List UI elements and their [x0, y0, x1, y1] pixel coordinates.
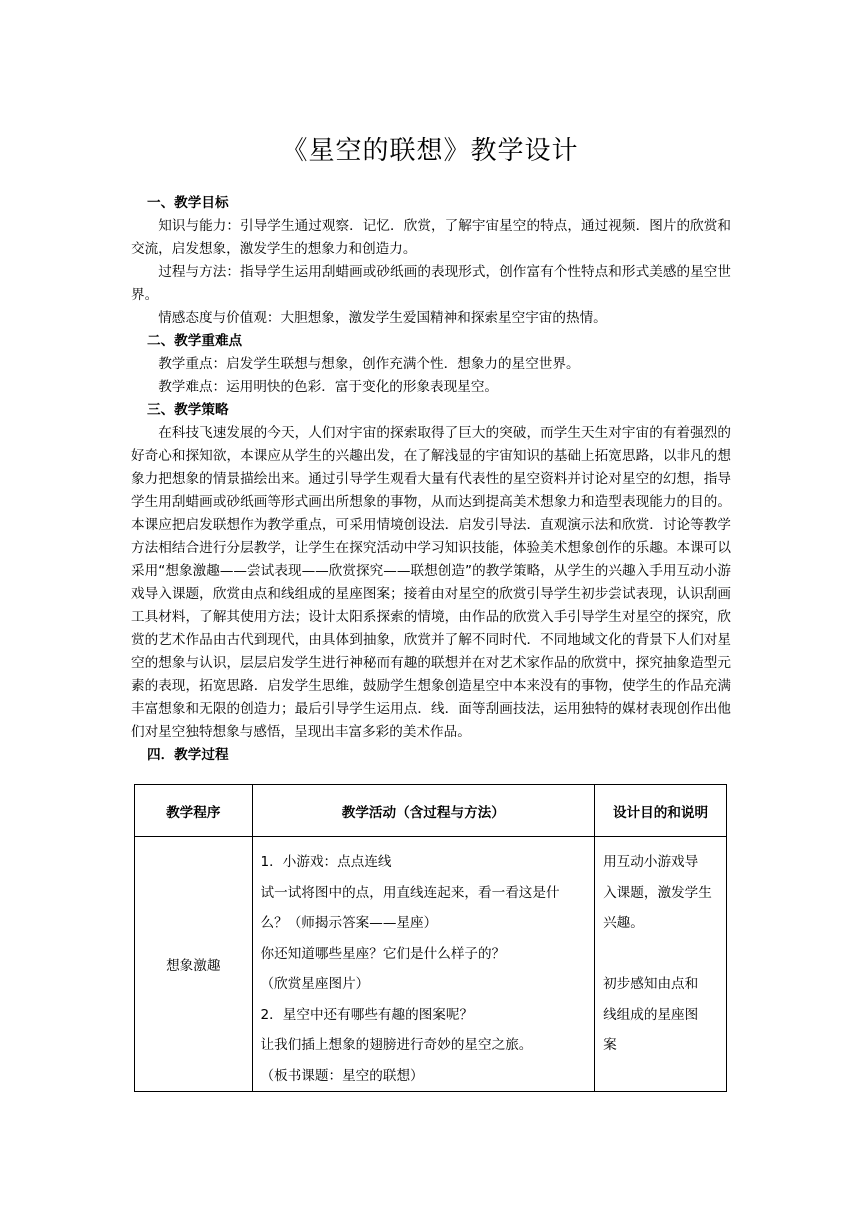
stage-cell: 想象激趣	[135, 837, 253, 1092]
paragraph: 教学重点：启发学生联想与想象，创作充满个性．想象力的星空世界。	[158, 356, 580, 372]
note-line: 线组成的星座图	[603, 1006, 699, 1023]
activity-line: 1．小游戏：点点连线	[260, 854, 392, 870]
activity-line: （板书课题：星空的联想）	[260, 1067, 424, 1084]
paragraph: 情感态度与价值观：大胆想象，激发学生爱国精神和探索星空宇宙的热情。	[158, 310, 607, 326]
activity-line: （欣赏星座图片）	[260, 976, 370, 992]
teaching-process-table	[134, 784, 727, 1092]
activity-line: 试一试将图中的点，用直线连起来，看一看这是什	[260, 884, 560, 901]
section-heading: 一、教学目标	[147, 195, 229, 211]
activity-line: 让我们插上想象的翅膀进行奇妙的星空之旅。	[260, 1037, 533, 1053]
table-header-row	[135, 785, 727, 837]
table-row	[135, 837, 727, 1092]
note-spacer	[603, 939, 720, 970]
note-line: 入课题，激发学生	[603, 884, 712, 901]
note-line: 案	[603, 1037, 617, 1053]
notes-cell	[595, 837, 727, 1092]
note-line: 用互动小游戏导	[603, 854, 699, 870]
section-heading: 四．教学过程	[147, 747, 229, 763]
table-header-cell: 教学活动（含过程与方法）	[252, 785, 595, 837]
note-line: 初步感知由点和	[603, 976, 699, 992]
section-heading: 二、教学重难点	[147, 333, 243, 349]
section-objectives	[131, 192, 731, 767]
table-header-cell: 教学程序	[135, 785, 253, 837]
document-title: 《星空的联想》教学设计	[281, 136, 579, 166]
paragraph: 在科技飞速发展的今天，人们对宇宙的探索取得了巨大的突破，而学生天生对宇宙的有着强烈的好奇心和探知欲，本课应从学生的兴趣出发，在了解浅显的宇宙知识的基础上拓宽思路，以非凡的想象力把想象的情景描绘出来。通过引导学生观看大量有代表性的星空资料并讨论对星空的幻想，指导学生用刮蜡画或砂纸画等形式画出所想象的事物，从而达到提高美术想象力和造型表现能力的目的。本课应把启发联想作为教学重点，可采用情境创设法．启发引导法．直观演示法和欣赏．讨论等教学方法相结合进行分层教学，让学生在探究活动中学习知识技能，体验美术想象创作的乐趣。本课可以采用“想象激趣——尝试表现——欣赏探究——联想创造”的教学策略，从学生的兴趣入手用互动小游戏导入课题，欣赏由点和线组成的星座图案；接着由对星空的欣赏引导学生初步尝试表现，认识刮画工具材料，了解其使用方法；设计太阳系探索的情境，由作品的欣赏入手引导学生对星空的探究，欣赏的艺术作品由古代到现代，由具体到抽象，欣赏并了解不同时代．不同地域文化的背景下人们对星空的想象与认识，层层启发学生进行神秘而有趣的联想并在对艺术家作品的欣赏中，探究抽象造型元素的表现，拓宽思路．启发学生思维，鼓励学生想象创造星空中本来没有的事物，使学生的作品充满丰富想象和无限的创造力；最后引导学生运用点．线．面等刮画技法，运用独特的媒材表现创作出他们对星空独特想象与感悟，呈现出丰富多彩的美术作品。	[131, 425, 731, 740]
section-heading: 三、教学策略	[147, 402, 229, 418]
paragraph: 过程与方法：指导学生运用刮蜡画或砂纸画的表现形式，创作富有个性特点和形式美感的星空世界。	[131, 264, 731, 303]
activity-line: 2．星空中还有哪些有趣的图案呢？	[260, 1006, 474, 1023]
activity-line: 你还知道哪些星座？它们是什么样子的？	[260, 945, 506, 962]
activity-line: 么？（师揭示答案——星座）	[260, 915, 438, 931]
paragraph: 知识与能力：引导学生通过观察．记忆．欣赏，了解宇宙星空的特点，通过视频．图片的欣赏和交流，启发想象，激发学生的想象力和创造力。	[131, 218, 731, 257]
table-header-cell: 设计目的和说明	[595, 785, 727, 837]
activities-cell	[252, 837, 595, 1092]
paragraph: 教学难点：运用明快的色彩．富于变化的形象表现星空。	[158, 379, 499, 395]
note-line: 兴趣。	[603, 915, 644, 931]
